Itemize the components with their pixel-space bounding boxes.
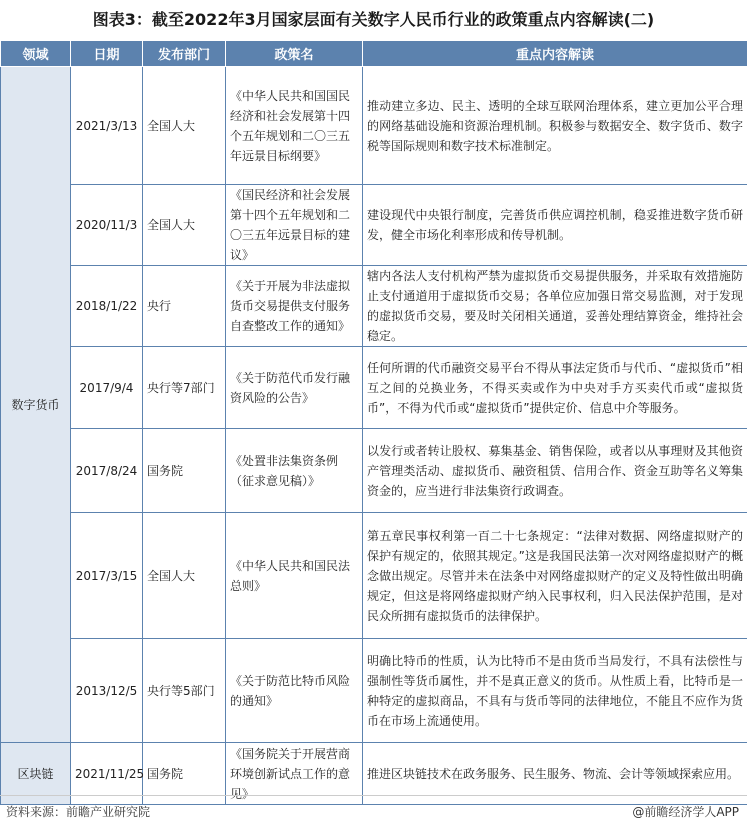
policy-name-cell: 《中华人民共和国国民经济和社会发展第十四个五年规划和二〇三五年远景目标纲要》 [226, 67, 363, 185]
dept-cell: 央行 [143, 266, 226, 347]
content-cell: 推进区块链技术在政务服务、民生服务、物流、会计等领域探索应用。 [363, 743, 747, 805]
dept-cell: 国务院 [143, 743, 226, 805]
header-content: 重点内容解读 [363, 41, 747, 67]
date-cell: 2018/1/22 [71, 266, 143, 347]
date-cell: 2021/11/25 [71, 743, 143, 805]
content-cell: 以发行或者转让股权、募集基金、销售保险，或者以从事理财及其他资产管理类活动、虚拟货币、融资租赁、信用合作、资金互助等名义筹集资金的，应当进行非法集资行政调查。 [363, 429, 747, 513]
brand-credit: @前瞻经济学人APP [632, 803, 739, 820]
dept-cell: 央行等5部门 [143, 639, 226, 743]
table-row [1, 639, 747, 743]
header-dept: 发布部门 [143, 41, 226, 67]
policy-name-cell: 《关于防范比特币风险的通知》 [226, 639, 363, 743]
header-policy-name: 政策名 [226, 41, 363, 67]
policy-table [0, 40, 747, 805]
policy-name-cell: 《处置非法集资条例（征求意见稿）》 [226, 429, 363, 513]
chart-title: 图表3：截至2022年3月国家层面有关数字人民币行业的政策重点内容解读(二) [0, 0, 747, 40]
policy-name-cell: 《关于开展为非法虚拟货币交易提供支付服务自查整改工作的通知》 [226, 266, 363, 347]
date-cell: 2017/9/4 [71, 347, 143, 429]
policy-name-cell: 《关于防范代币发行融资风险的公告》 [226, 347, 363, 429]
table-row [1, 266, 747, 347]
footer [0, 795, 747, 828]
domain-cell-blockchain: 区块链 [1, 743, 71, 805]
table-row [1, 347, 747, 429]
dept-cell: 全国人大 [143, 513, 226, 639]
content-cell: 任何所谓的代币融资交易平台不得从事法定货币与代币、“虚拟货币”相互之间的兑换业务，不得买卖或作为中央对手方买卖代币或“虚拟货币”，不得为代币或“虚拟货币”提供定价、信息中介等服务。 [363, 347, 747, 429]
date-cell: 2017/3/15 [71, 513, 143, 639]
source-note: 资料来源：前瞻产业研究院 [6, 803, 150, 820]
header-domain: 领域 [1, 41, 71, 67]
dept-cell: 央行等7部门 [143, 347, 226, 429]
date-cell: 2013/12/5 [71, 639, 143, 743]
header-date: 日期 [71, 41, 143, 67]
table-row [1, 67, 747, 185]
content-cell: 明确比特币的性质，认为比特币不是由货币当局发行，不具有法偿性与强制性等货币属性，并不是真正意义的货币。从性质上看，比特币是一种特定的虚拟商品，不具有与货币等同的法律地位，不能且不应作为货币在市场上流通使用。 [363, 639, 747, 743]
table-row [1, 513, 747, 639]
dept-cell: 全国人大 [143, 67, 226, 185]
table-row [1, 429, 747, 513]
policy-name-cell: 《中华人民共和国民法总则》 [226, 513, 363, 639]
table-row [1, 185, 747, 266]
content-cell: 辖内各法人支付机构严禁为虚拟货币交易提供服务，并采取有效措施防止支付通道用于虚拟货币交易；各单位应加强日常交易监测，对于发现的虚拟货币交易，要及时关闭相关通道，妥善处理结算资金，维持社会稳定。 [363, 266, 747, 347]
dept-cell: 国务院 [143, 429, 226, 513]
date-cell: 2020/11/3 [71, 185, 143, 266]
date-cell: 2021/3/13 [71, 67, 143, 185]
date-cell: 2017/8/24 [71, 429, 143, 513]
content-cell: 推动建立多边、民主、透明的全球互联网治理体系，建立更加公平合理的网络基础设施和资源治理机制。积极参与数据安全、数字货币、数字税等国际规则和数字技术标准制定。 [363, 67, 747, 185]
dept-cell: 全国人大 [143, 185, 226, 266]
content-cell: 第五章民事权利第一百二十七条规定：“法律对数据、网络虚拟财产的保护有规定的，依照其规定。”这是我国民法第一次对网络虚拟财产的概念做出规定。尽管并未在法条中对网络虚拟财产的定义及特性做出明确规定，但这是将网络虚拟财产纳入民事权利，归入民法保护范围，是对民众所拥有虚拟货币的法律保护。 [363, 513, 747, 639]
table-header-row [1, 41, 747, 67]
policy-name-cell: 《国民经济和社会发展第十四个五年规划和二〇三五年远景目标的建议》 [226, 185, 363, 266]
policy-name-cell: 《国务院关于开展营商环境创新试点工作的意见》 [226, 743, 363, 805]
content-cell: 建设现代中央银行制度，完善货币供应调控机制，稳妥推进数字货币研发，健全市场化利率形成和传导机制。 [363, 185, 747, 266]
domain-cell-digital-currency: 数字货币 [1, 67, 71, 743]
